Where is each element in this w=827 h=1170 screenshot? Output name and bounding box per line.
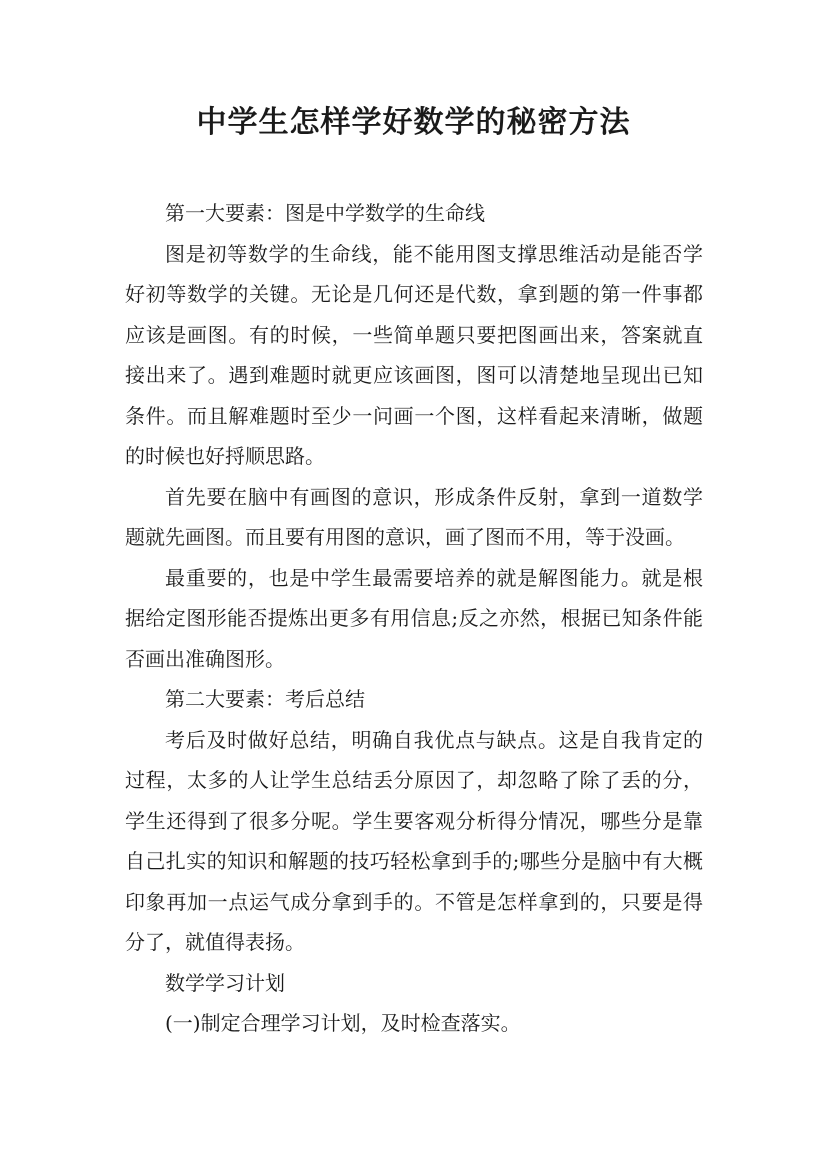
document-body bbox=[125, 193, 703, 1044]
document-title: 中学生怎样学好数学的秘密方法 bbox=[196, 105, 631, 140]
paragraph-5: (一)制定合理学习计划，及时检查落实。 bbox=[165, 1011, 521, 1035]
section-heading-1: 第一大要素：图是中学数学的生命线 bbox=[165, 201, 485, 225]
paragraph-4: 考后及时做好总结，明确自我优点与缺点。这是自我肯定的过程，太多的人让学生总结丢分原因了，却忽略了除了丢的分，学生还得到了很多分呢。学生要客观分析得分情况，哪些分是靠自己扎实的知识和解题的技巧轻松拿到手的;哪些分是脑中有大概印象再加一点运气成分拿到手的。不管是怎样拿到的，只要是得分了，就值得表扬。 bbox=[125, 727, 703, 954]
paragraph-1: 图是初等数学的生命线，能不能用图支撑思维活动是能否学好初等数学的关键。无论是几何还是代数，拿到题的第一件事都应该是画图。有的时候，一些简单题只要把图画出来，答案就直接出来了。遇到难题时就更应该画图，图可以清楚地呈现出已知条件。而且解难题时至少一问画一个图，这样看起来清晰，做题的时候也好捋顺思路。 bbox=[125, 241, 703, 468]
section-heading-2: 第二大要素：考后总结 bbox=[165, 687, 365, 711]
section-heading-3: 数学学习计划 bbox=[165, 970, 285, 995]
paragraph-2: 首先要在脑中有画图的意识，形成条件反射，拿到一道数学题就先画图。而且要有用图的意识，画了图而不用，等于没画。 bbox=[125, 484, 703, 549]
paragraph-3: 最重要的，也是中学生最需要培养的就是解图能力。就是根据给定图形能否提炼出更多有用信息;反之亦然，根据已知条件能否画出准确图形。 bbox=[125, 565, 703, 671]
